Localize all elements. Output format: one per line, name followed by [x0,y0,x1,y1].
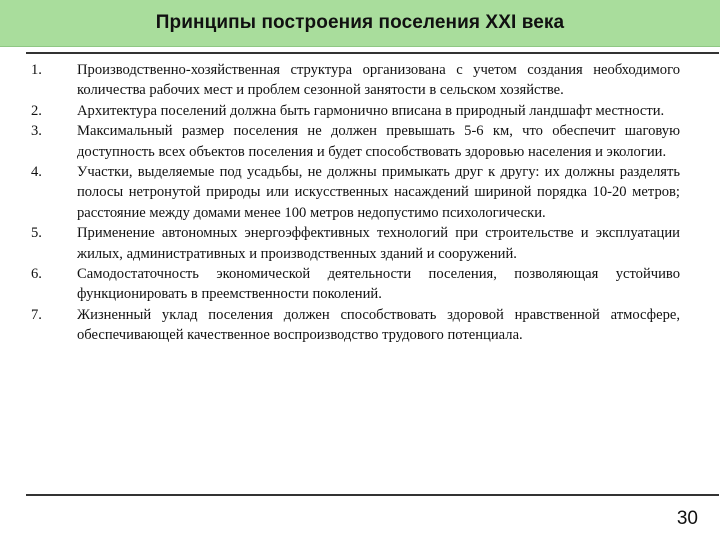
list-item [31,264,680,305]
item-text: Жизненный уклад поселения должен способствовать здоровой нравственной атмосфере, обеспечивающей качественное воспроизводство трудового потенциала. [77,306,680,344]
item-number: 1. [31,62,42,78]
item-number: 6. [31,266,42,283]
title-bar [0,0,720,47]
item-text: Применение автономных энергоэффективных технологий при строительстве и эксплуатации жилых, административных и производственных зданий и сооружений. [77,225,680,262]
item-number: 2. [31,102,42,119]
item-number: 7. [31,306,42,323]
list-item [31,121,680,162]
item-number: 3. [31,123,42,140]
item-number: 5. [31,225,42,242]
list-item [31,223,680,264]
list-item [31,60,680,101]
list-item [31,162,680,223]
item-text: Архитектура поселений должна быть гармонично вписана в природный ландшафт местности. [77,102,665,119]
slide-title: Принципы построения поселения XXI века [155,12,565,33]
item-text: Максимальный размер поселения не должен превышать 5-6 км, что обеспечит шаговую доступность всех объектов поселения и будет способствовать здоровью населения и экологии. [77,123,680,160]
item-number: 4. [31,164,42,181]
bottom-divider [26,494,719,496]
top-divider [26,52,719,54]
page-number: 30 [676,508,698,529]
list-item [31,101,680,121]
list-item [31,305,680,346]
item-text: Самодостаточность экономической деятельности поселения, позволяющая устойчиво функционировать в преемственности поколений. [77,266,680,303]
principles-list [31,60,680,346]
item-text: Производственно-хозяйственная структура организована с учетом создания необходимого количества рабочих мест и проблем сезонной занятости в сельском хозяйстве. [77,62,680,99]
item-text: Участки, выделяемые под усадьбы, не должны примыкать друг к другу: их должны разделять полосы нетронутой природы или искусственных насаждений шириной порядка 10-20 метров; расстояние между домами менее 100 метров недопустимо психологически. [77,164,680,221]
